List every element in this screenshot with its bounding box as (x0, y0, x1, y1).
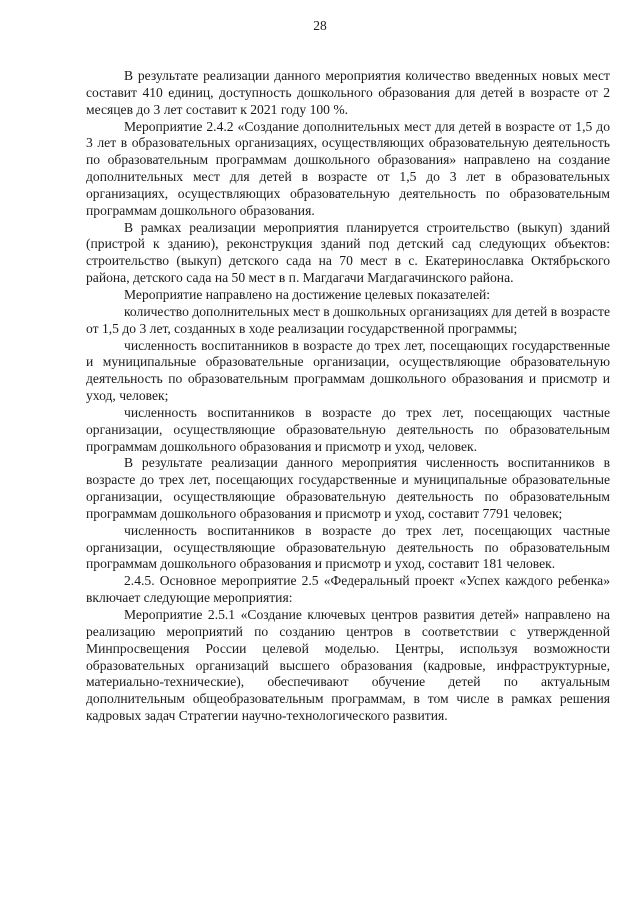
paragraph-result-pupils-public: В результате реализации данного мероприятия численность воспитанников в возрасте до трех лет, посещающих государственные и муниципальные образовательные организации, осуществляющие образовательную деятельность по образовательным программам дошкольного образования и присмотр и уход, составит 7791 человек; (86, 455, 610, 521)
paragraph-indicator-additional-places: количество дополнительных мест в дошкольных организациях для детей в возрасте от 1,5 до 3 лет, созданных в ходе реализации государственной программы; (86, 303, 610, 336)
paragraph-indicator-public-pupils: численность воспитанников в возрасте до трех лет, посещающих государственные и муниципальные образовательные организации, осуществляющие образовательную деятельность по образовательным программам дошкольного образования и присмотр и уход, человек; (86, 337, 610, 404)
paragraph-result-pupils-private: численность воспитанников в возрасте до трех лет, посещающих частные организации, осуществляющие образовательную деятельность по образовательным программам дошкольного образования и присмотр и уход, составит 181 человек. (86, 522, 610, 572)
paragraph-construction-plans: В рамках реализации мероприятия планируется строительство (выкуп) зданий (пристрой к зданию), реконструкция зданий под детский сад следующих объектов: строительство (выкуп) детского сада на 70 мест в с. Екатеринославка Октябрьского района, детского сада на 50 мест в п. Магдагачи Магдагачинского района. (86, 219, 610, 286)
paragraph-main-measure-2-5: 2.4.5. Основное мероприятие 2.5 «Федеральный проект «Успех каждого ребенка» включает следующие мероприятия: (86, 573, 610, 606)
paragraph-measure-2-5-1: Мероприятие 2.5.1 «Создание ключевых центров развития детей» направлено на реализацию мероприятий по созданию центров в соответствии с утвержденной Минпросвещения России целевой моделью. Центры, используя возможности образовательных организаций высшего образования (кадровые, инфраструктурные, материально-технические), обеспечивают обучение детей по актуальным дополнительным общеобразовательным программам, в том числе в рамках решения кадровых задач Стратегии научно-технологического развития. (86, 607, 610, 724)
document-body (86, 68, 610, 725)
paragraph-result-new-places: В результате реализации данного мероприятия количество введенных новых мест составит 410 единиц, доступность дошкольного образования для детей в возрасте от 2 месяцев до 3 лет составит к 2021 году 100 %. (86, 68, 610, 117)
paragraph-measure-2-4-2: Мероприятие 2.4.2 «Создание дополнительных мест для детей в возрасте от 1,5 до 3 лет в образовательных организациях, осуществляющих образовательную деятельность по образовательным программам дошкольного образования» направлено на создание дополнительных мест для детей в возрасте от 1,5 до 3 лет в образовательных организациях, осуществляющих образовательную деятельность по образовательным программам дошкольного образования. (86, 118, 610, 218)
paragraph-indicator-private-pupils: численность воспитанников в возрасте до трех лет, посещающих частные организации, осуществляющие образовательную деятельность по образовательным программам дошкольного образования и присмотр и уход, человек. (86, 404, 610, 454)
page-number: 28 (313, 18, 327, 33)
paragraph-target-indicators-intro: Мероприятие направлено на достижение целевых показателей: (124, 286, 491, 302)
